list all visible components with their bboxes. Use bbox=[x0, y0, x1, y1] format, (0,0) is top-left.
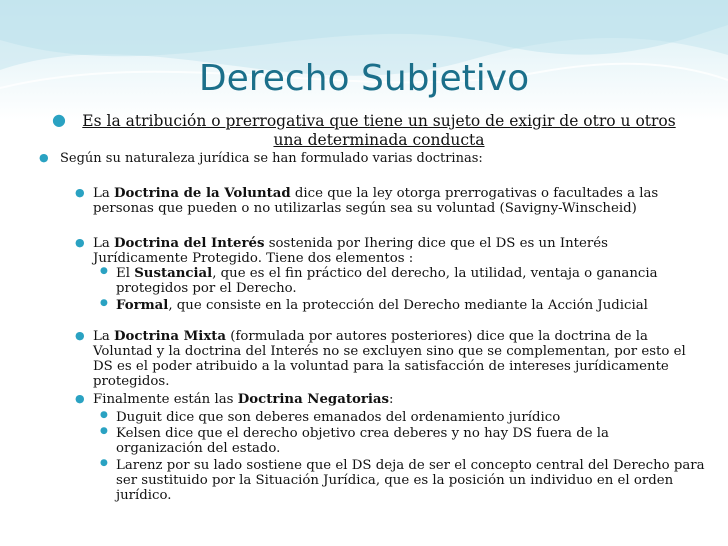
negatoria-larenz-text: Larenz por su lado sostiene que el DS deja de ser el concepto central del Derecho para ser sustituido por la Situación Jurídica, que es la posición un individuo en el orden jurídico. bbox=[116, 458, 705, 503]
doctrina-mixta-term: Doctrina Mixta bbox=[113, 329, 227, 344]
bullet-icon: ● bbox=[75, 186, 85, 199]
bullet-icon: ● bbox=[75, 236, 85, 249]
formal-term: Formal bbox=[116, 298, 169, 313]
intro-text: Según su naturaleza jurídica se han formulado varias doctrinas: bbox=[60, 151, 483, 166]
elemento-sustancial-text: El Sustancial, que es el fin práctico del derecho, la utilidad, ventaja o ganancia protegidos por el Derecho. bbox=[116, 266, 658, 296]
sub-bullet-icon: ● bbox=[100, 410, 108, 420]
negatoria-duguit-text: Duguit dice que son deberes emanados del ordenamiento jurídico bbox=[116, 410, 561, 425]
doctrina-voluntad-text: La Doctrina de la Voluntad dice que la ley otorga prerrogativas o facultades a las personas que pueden o no utilizarlas según sea su voluntad (Savigny-Winscheid) bbox=[93, 186, 659, 216]
sub-bullet-icon: ● bbox=[100, 298, 108, 308]
elemento-formal-text: Formal, que consiste en la protección del Derecho mediante la Acción Judicial bbox=[116, 298, 648, 313]
bullet-icon: ● bbox=[75, 329, 85, 342]
doctrina-negatorias-text: Finalmente están las Doctrina Negatorias: bbox=[93, 392, 394, 407]
doctrina-interes-text: La Doctrina del Interés sostenida por Ihering dice que el DS es un Interés Jurídicamente Protegido. Tiene dos elementos : bbox=[93, 236, 608, 266]
sustancial-term: Sustancial bbox=[134, 266, 213, 281]
doctrina-negatorias-term: Doctrina Negatorias bbox=[237, 392, 390, 407]
page-title: Derecho Subjetivo bbox=[198, 58, 530, 99]
negatoria-kelsen-text: Kelsen dice que el derecho objetivo crea deberes y no hay DS fuera de la organización del estado. bbox=[116, 426, 609, 456]
bullet-icon: ● bbox=[39, 151, 49, 164]
definition-text: Es la atribución o prerrogativa que tiene un sujeto de exigir de otro u otros una determinada conducta bbox=[82, 112, 676, 149]
sub-bullet-icon: ● bbox=[100, 266, 108, 276]
bullet-icon: ● bbox=[52, 110, 66, 129]
doctrina-voluntad-term: Doctrina de la Voluntad bbox=[113, 186, 291, 201]
doctrina-mixta-text: La Doctrina Mixta (formulada por autores posteriores) dice que la doctrina de la Voluntad y la doctrina del Interés no se excluyen sino que se complementan, por esto el DS es el poder atribuido a la voluntad para la satisfacción de intereses jurídicamente protegidos. bbox=[93, 329, 686, 389]
doctrina-interes-term: Doctrina del Interés bbox=[113, 236, 265, 251]
sub-bullet-icon: ● bbox=[100, 458, 108, 468]
sub-bullet-icon: ● bbox=[100, 426, 108, 436]
bullet-icon: ● bbox=[75, 392, 85, 405]
